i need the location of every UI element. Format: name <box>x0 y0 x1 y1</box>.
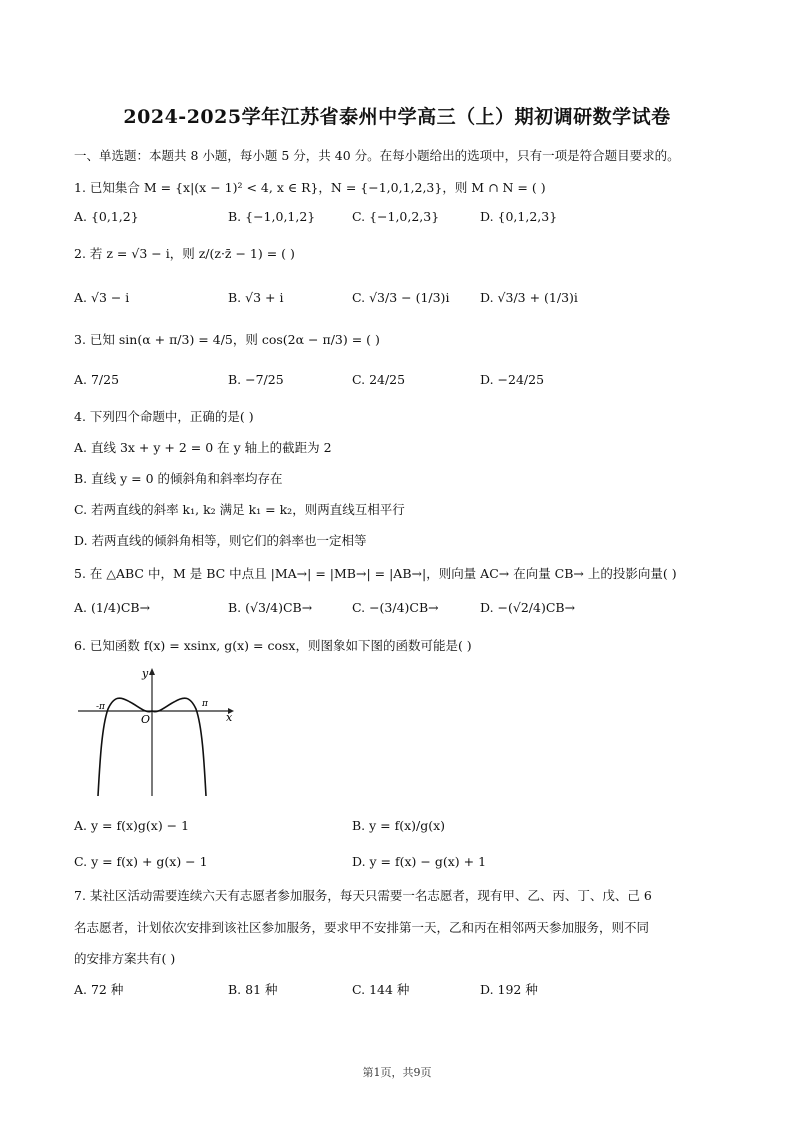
question-2-option-c: C. √3/3 − (1/3)i <box>352 290 450 305</box>
question-2-stem: 2. 若 z = √3 − i，则 z/(z·z̄ − 1) = ( ) <box>74 246 295 261</box>
question-3-option-b: B. −7/25 <box>228 372 284 387</box>
question-6-option-c: C. y = f(x) + g(x) − 1 <box>74 854 208 869</box>
question-2-option-d: D. √3/3 + (1/3)i <box>480 290 578 305</box>
question-5-stem: 5. 在 △ABC 中，M 是 BC 中点且 |MA→| = |MB→| = |AB→|，则向量 AC→ 在向量 CB→ 上的投影向量( ) <box>74 566 677 581</box>
question-5-option-a: A. (1/4)CB→ <box>74 600 151 615</box>
question-5-option-c: C. −(3/4)CB→ <box>352 600 439 615</box>
page-footer: 第1页，共9页 <box>362 1066 432 1079</box>
question-1-option-c: C. {−1,0,2,3} <box>352 209 440 224</box>
graph-origin-label: O <box>141 713 151 726</box>
question-1-option-b: B. {−1,0,1,2} <box>228 209 316 224</box>
question-4-option-b: B. 直线 y = 0 的倾斜角和斜率均存在 <box>74 471 283 486</box>
page-title: 2024-2025学年江苏省泰州中学高三（上）期初调研数学试卷 <box>123 106 671 128</box>
graph-left-pi-label: -π <box>96 702 105 712</box>
question-6-stem: 6. 已知函数 f(x) = xsinx, g(x) = cosx，则图象如下图的函数可能是( ) <box>74 638 472 653</box>
question-7-option-d: D. 192 种 <box>480 982 538 997</box>
question-3-option-a: A. 7/25 <box>74 372 120 387</box>
question-3-option-d: D. −24/25 <box>480 372 545 387</box>
question-2-option-b: B. √3 + i <box>228 290 284 305</box>
question-6-option-b: B. y = f(x)/g(x) <box>352 818 446 833</box>
graph-x-label: x <box>226 711 233 724</box>
question-3-stem: 3. 已知 sin(α + π/3) = 4/5，则 cos(2α − π/3) = ( ) <box>74 332 380 347</box>
question-1-option-a: A. {0,1,2} <box>74 209 139 224</box>
y-axis-arrow <box>149 668 155 675</box>
question-7-option-b: B. 81 种 <box>228 982 278 997</box>
question-1-option-d: D. {0,1,2,3} <box>480 209 558 224</box>
question-7-stem-line-1: 7. 某社区活动需要连续六天有志愿者参加服务，每天只需要一名志愿者，现有甲、乙、丙、丁、戊、己 6 <box>74 888 652 903</box>
question-7-option-a: A. 72 种 <box>74 982 124 997</box>
question-7-stem-line-2: 名志愿者，计划依次安排到该社区参加服务，要求甲不安排第一天，乙和丙在相邻两天参加服务，则不同 <box>74 920 650 935</box>
question-2-option-a: A. √3 − i <box>74 290 130 305</box>
question-4-stem: 4. 下列四个命题中，正确的是( ) <box>74 409 254 424</box>
question-4-option-d: D. 若两直线的倾斜角相等，则它们的斜率也一定相等 <box>74 533 367 548</box>
question-7-option-c: C. 144 种 <box>352 982 410 997</box>
question-3-option-c: C. 24/25 <box>352 372 406 387</box>
graph-y-label: y <box>142 667 149 680</box>
graph-right-pi-label: π <box>202 699 208 709</box>
question-5-option-b: B. (√3/4)CB→ <box>228 600 313 615</box>
question-6-option-a: A. y = f(x)g(x) − 1 <box>74 818 190 833</box>
question-4-option-a: A. 直线 3x + y + 2 = 0 在 y 轴上的截距为 2 <box>74 440 332 455</box>
section-heading: 一、单选题：本题共 8 小题，每小题 5 分，共 40 分。在每小题给出的选项中，只有一项是符合题目要求的。 <box>74 148 680 163</box>
question-7-stem-line-3: 的安排方案共有( ) <box>74 951 176 966</box>
question-5-option-d: D. −(√2/4)CB→ <box>480 600 576 615</box>
question-1-stem: 1. 已知集合 M = {x|(x − 1)² < 4, x ∈ R}，N = {−1,0,1,2,3}，则 M ∩ N = ( ) <box>74 180 546 195</box>
question-6-function-graph <box>74 664 244 799</box>
question-4-option-c: C. 若两直线的斜率 k₁, k₂ 满足 k₁ = k₂，则两直线互相平行 <box>74 502 405 517</box>
question-6-option-d: D. y = f(x) − g(x) + 1 <box>352 854 487 869</box>
